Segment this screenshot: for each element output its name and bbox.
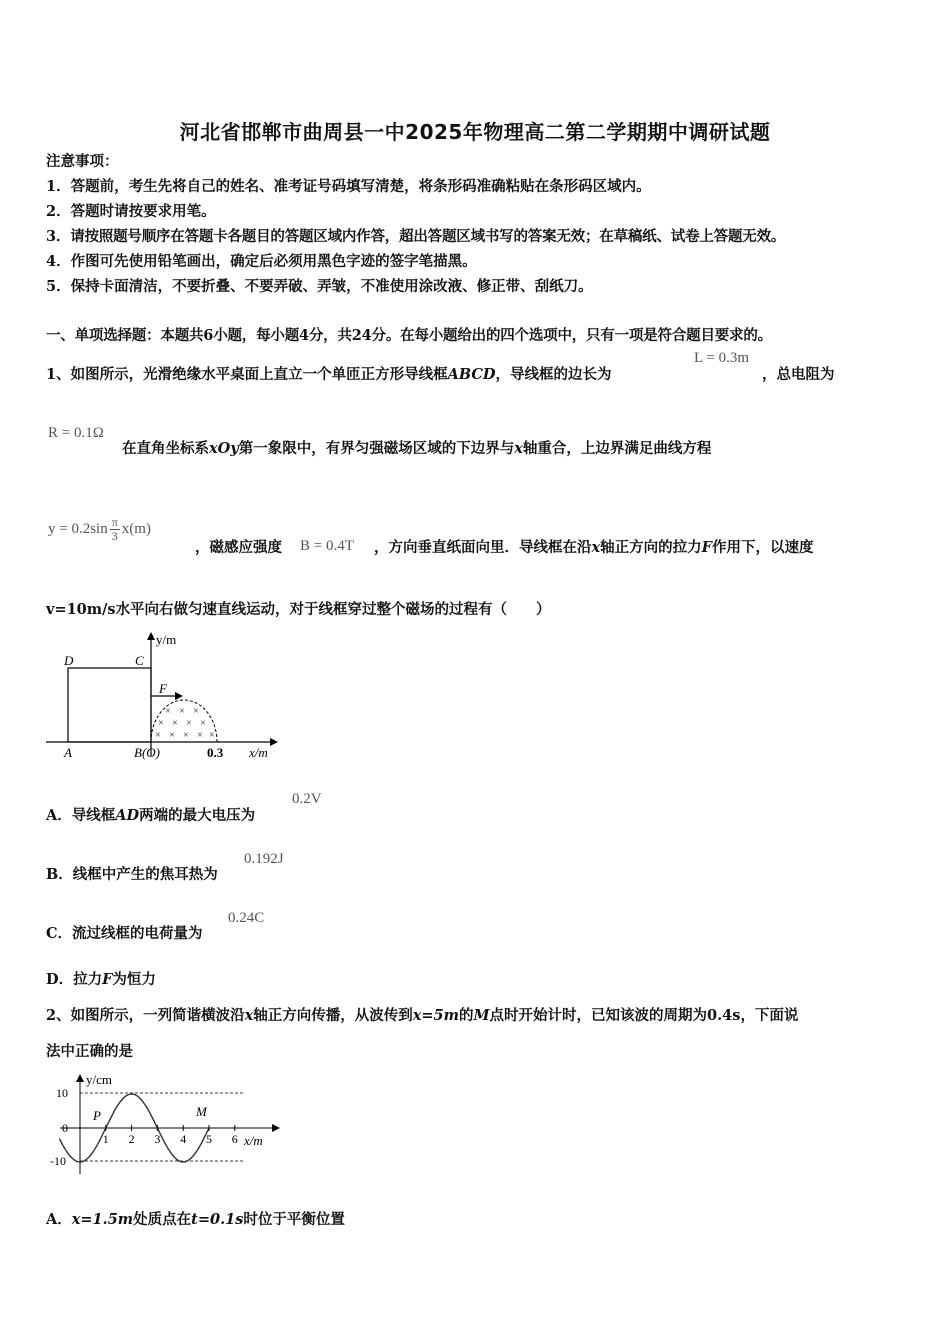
notice-item-2: 2．答题时请按要求用笔。 (46, 203, 216, 220)
label-0.3: 0.3 (207, 745, 224, 760)
svg-text:×: × (183, 730, 189, 741)
q1-option-B[interactable]: B．线框中产生的焦耳热为 (46, 866, 218, 883)
notice-heading: 注意事项： (46, 153, 119, 170)
section-heading: 一、单项选择题：本题共6小题，每小题4分，共24分。在每小题给出的四个选项中，只有一项是符合题目要求的。 (46, 327, 772, 344)
label-y-axis: y/m (156, 632, 177, 647)
wave-x-label: x/m (244, 1133, 263, 1148)
svg-text:×: × (197, 730, 203, 741)
q1-option-C[interactable]: C．流过线框的电荷量为 (46, 925, 203, 942)
q1-option-D[interactable]: D．拉力F为恒力 (46, 971, 156, 988)
svg-text:×: × (158, 718, 164, 729)
q2-option-A[interactable]: A．x=1.5m处质点在t=0.1s时位于平衡位置 (46, 1211, 345, 1228)
label-x-axis: x/m (249, 745, 268, 760)
wave-y-label: y/cm (86, 1072, 112, 1087)
wave-y-tick-0: 0 (62, 1121, 68, 1135)
q1-line-4: v=10m/s水平向右做匀速直线运动，对于线框穿过整个磁场的过程有（ ） (46, 601, 551, 618)
q1-field-formula: B = 0.4T (300, 538, 354, 554)
svg-text:×: × (169, 730, 175, 741)
q1-option-C-value: 0.24C (228, 910, 265, 926)
q1-resistance-formula: R = 0.1Ω (48, 425, 104, 441)
q1-line-2: 在直角坐标系xOy第一象限中，有界匀强磁场区域的下边界与x轴重合，上边界满足曲线方程 (122, 440, 712, 457)
label-BO: B(O) (134, 745, 160, 760)
wave-x-tick-label: 6 (231, 1132, 238, 1146)
svg-text:×: × (165, 706, 171, 717)
wave-x-tick-label: 3 (154, 1132, 161, 1146)
notice-item-4: 4．作图可先使用铅笔画出，确定后必须用黑色字迹的签字笔描黑。 (46, 253, 477, 270)
q1-option-A-value: 0.2V (292, 791, 322, 807)
q1-line-3-a: ，磁感应强度 (195, 539, 282, 556)
label-F: F (159, 681, 167, 696)
label-C: C (135, 653, 144, 668)
svg-text:×: × (200, 718, 206, 729)
wave-y-tick-neg10: -10 (50, 1154, 66, 1168)
q1-line-1: 1、如图所示，光滑绝缘水平桌面上直立一个单匝正方形导线框ABCD，导线框的边长为 (46, 366, 612, 383)
wave-label-M: M (196, 1104, 207, 1119)
svg-text:×: × (155, 730, 161, 741)
q2-line-2: 法中正确的是 (46, 1043, 133, 1060)
svg-text:×: × (186, 718, 192, 729)
svg-text:×: × (193, 706, 199, 717)
notice-item-5: 5．保持卡面清洁，不要折叠、不要弄破、弄皱，不准使用涂改液、修正带、刮纸刀。 (46, 278, 593, 295)
q1-length-formula: L = 0.3m (694, 350, 749, 366)
wave-x-tick-label: 1 (102, 1132, 109, 1146)
svg-text:×: × (172, 718, 178, 729)
q1-option-B-value: 0.192J (244, 851, 284, 867)
wave-x-tick-label: 2 (128, 1132, 135, 1146)
svg-text:×: × (179, 706, 185, 717)
notice-item-1: 1．答题前，考生先将自己的姓名、准考证号码填写清楚，将条形码准确粘贴在条形码区域内。 (46, 178, 651, 195)
page-title: 河北省邯郸市曲周县一中2025年物理高二第二学期期中调研试题 (179, 120, 771, 144)
wave-label-P: P (93, 1108, 101, 1123)
wave-x-tick-label: 5 (206, 1132, 212, 1146)
q1-option-A[interactable]: A．导线框AD两端的最大电压为 (46, 807, 256, 824)
label-D: D (64, 653, 74, 668)
q1-line-3-b: ，方向垂直纸面向里．导线框在沿x轴正方向的拉力F作用下，以速度 (374, 539, 814, 556)
q2-wave-figure (44, 1068, 284, 1178)
wave-x-tick-label: 4 (180, 1132, 187, 1146)
q1-curve-equation: y = 0.2sin $\frac{\pi}{3}$ x(m) (48, 515, 151, 543)
q2-line-1: 2、如图所示，一列简谐横波沿x轴正方向传播，从波传到x=5m的M点时开始计时，已知该波的周期为0.4s，下面说 (46, 1007, 799, 1024)
label-A: A (64, 745, 72, 760)
q1-line-1-end: ，总电阻为 (762, 366, 835, 383)
wave-y-tick-10: 10 (56, 1086, 68, 1100)
notice-item-3: 3．请按照题号顺序在答题卡各题目的答题区域内作答，超出答题区域书写的答案无效；在草稿纸、试卷上答题无效。 (46, 228, 786, 245)
svg-text:×: × (209, 730, 215, 741)
q1-figure (44, 626, 284, 766)
